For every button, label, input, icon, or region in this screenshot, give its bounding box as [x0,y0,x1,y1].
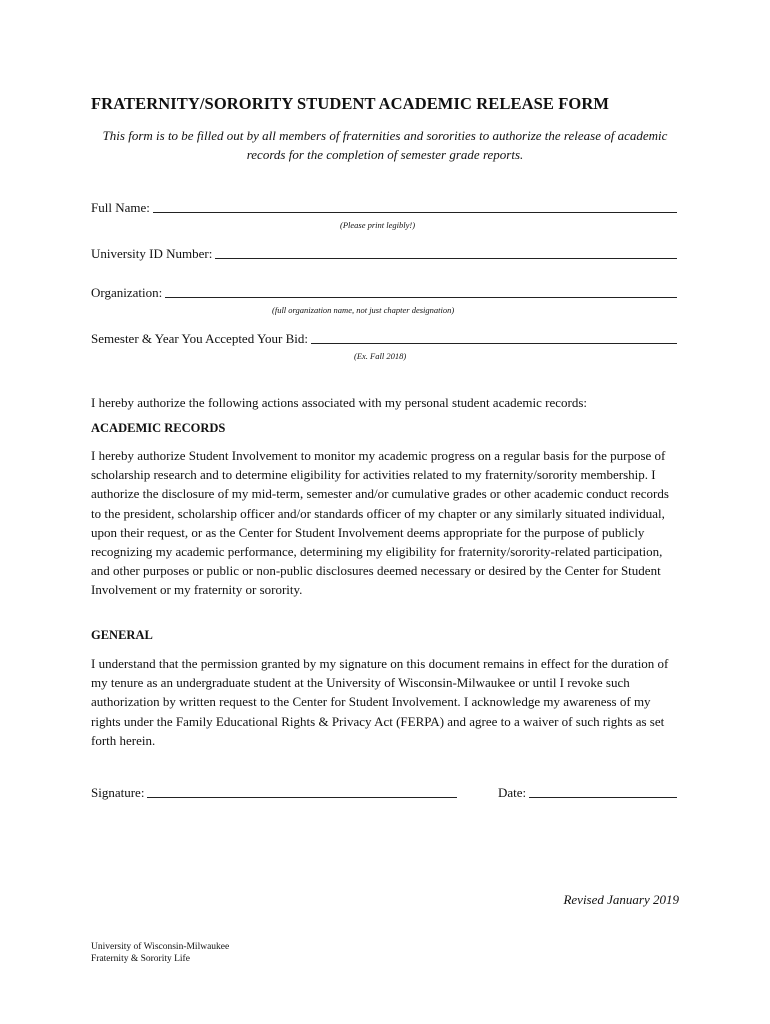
signature-field[interactable] [91,785,457,801]
university-id-label: University ID Number: [91,246,213,261]
semester-field[interactable] [91,331,677,347]
signature-label: Signature: [91,785,145,800]
form-intro: This form is to be filled out by all members of fraternities and sororities to authorize the release of academic records for the completion of semester grade reports. [102,128,668,162]
full-name-field[interactable] [91,200,677,216]
authorize-intro: I hereby authorize the following actions associated with my personal student academic records: [91,395,587,410]
semester-label: Semester & Year You Accepted Your Bid: [91,331,309,346]
revised-date: Revised January 2019 [563,892,679,907]
semester-line[interactable] [311,331,677,344]
footer-university: University of Wisconsin-Milwaukee [91,942,230,952]
signature-line[interactable] [147,785,457,798]
full-name-label: Full Name: [91,200,150,215]
organization-label: Organization: [91,285,163,300]
general-heading: GENERAL [91,628,153,642]
full-name-hint: (Please print legibly!) [340,220,416,230]
academic-records-heading: ACADEMIC RECORDS [91,421,226,435]
university-id-field[interactable] [91,246,677,262]
organization-line[interactable] [165,285,677,298]
date-label: Date: [498,785,527,800]
form-title: FRATERNITY/SORORITY STUDENT ACADEMIC RELEASE FORM [91,94,610,113]
date-field[interactable] [498,785,677,801]
footer-office: Fraternity & Sorority Life [91,954,190,964]
footer [91,941,229,965]
date-line[interactable] [529,785,677,798]
full-name-line[interactable] [153,200,677,213]
academic-records-text: I hereby authorize Student Involvement to monitor my academic progress on a regular basis for the purpose of scholarship research and to determine eligibility for activities related to my fraternity/sorority membership. I authorize the disclosure of my mid-term, semester and/or cumulative grades or other academic conduct records to the president, scholarship officer and/or standards officer of my chapter or any similarly situated individual, upon their request, or as the Center for Student Involvement deems appropriate for the purpose of publicly recognizing my academic performance, determining my eligibility for fraternity/sorority-related participation, and other purposes or public or non-public disclosures deemed necessary or desired by the Center for Student Involvement or my fraternity or sorority. [91,448,669,598]
general-text: I understand that the permission granted by my signature on this document remains in effect for the duration of my tenure as an undergraduate student at the University of Wisconsin-Milwaukee or until I revoke such authorization by written request to the Center for Student Involvement. I acknowledge my awareness of my rights under the Family Educational Rights & Privacy Act (FERPA) and agree to a waiver of such rights as set forth herein. [91,656,669,748]
organization-field[interactable] [91,285,677,301]
university-id-line[interactable] [215,246,677,259]
semester-hint: (Ex. Fall 2018) [354,351,407,361]
organization-hint: (full organization name, not just chapter designation) [272,305,455,315]
